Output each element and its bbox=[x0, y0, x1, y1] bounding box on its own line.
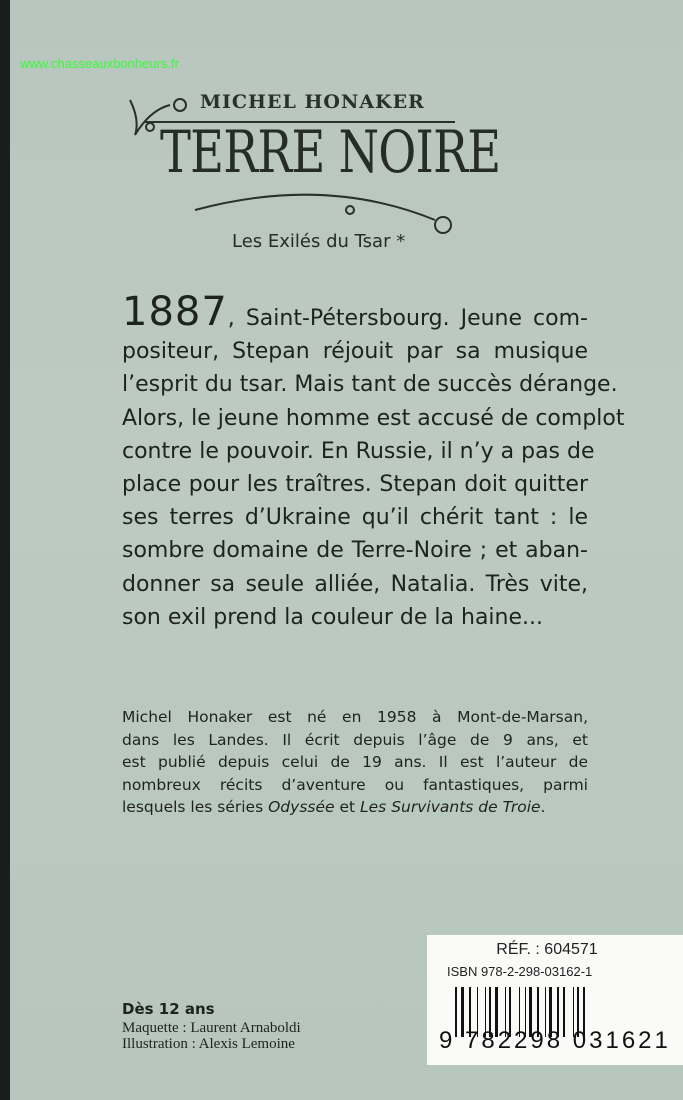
blurb-line: sombre domaine de Terre-Noire ; et aban- bbox=[122, 538, 588, 564]
age-rating: Dès 12 ans bbox=[122, 1000, 215, 1018]
blurb-line: son exil prend la couleur de la haine... bbox=[122, 604, 543, 630]
bio-line: nombreux récits d’aventure ou fantastiques, parmi bbox=[122, 775, 588, 794]
bio-line: lesquels les séries Odyssée et Les Survivants de Troie. bbox=[122, 798, 546, 816]
book-title: TERRE NOIRE bbox=[160, 118, 501, 186]
bio-line: est publié depuis celui de 19 ans. Il est l’auteur de bbox=[122, 753, 588, 771]
blurb-line: contre le pouvoir. En Russie, il n’y a pas de bbox=[122, 438, 595, 464]
subtitle: Les Exilés du Tsar * bbox=[232, 231, 406, 252]
blurb-line: donner sa seule alliée, Natalia. Très vite, bbox=[122, 571, 588, 597]
blurb-line: 1887, Saint-Pétersbourg. Jeune com- bbox=[122, 289, 588, 335]
author-bio bbox=[122, 706, 588, 819]
blurb-line: place pour les traîtres. Stepan doit quitter bbox=[122, 472, 588, 498]
reference-number: RÉF. : 604571 bbox=[496, 941, 598, 958]
watermark: www.chasseauxbonheurs.fr bbox=[20, 56, 179, 71]
cover-edge bbox=[0, 0, 10, 1100]
barcode-label bbox=[427, 935, 683, 1065]
blurb-line: ses terres d’Ukraine qu’il chérit tant : le bbox=[122, 505, 588, 531]
credit-illustration: Illustration : Alexis Lemoine bbox=[122, 1036, 295, 1052]
blurb-line: l’esprit du tsar. Mais tant de succès dérange. bbox=[122, 372, 618, 398]
author-name: MICHEL HONAKER bbox=[200, 91, 425, 113]
blurb-line: positeur, Stepan réjouit par sa musique bbox=[122, 339, 588, 365]
blurb bbox=[122, 289, 625, 634]
bio-line: Michel Honaker est né en 1958 à Mont-de-Marsan, bbox=[122, 708, 588, 726]
bio-line: dans les Landes. Il écrit depuis l’âge de 9 ans, et bbox=[122, 730, 588, 749]
isbn: ISBN 978-2-298-03162-1 bbox=[447, 964, 593, 979]
blurb-year: 1887 bbox=[122, 289, 228, 335]
barcode-digits: 9 782298 031621 bbox=[439, 1027, 671, 1054]
blurb-line: Alors, le jeune homme est accusé de complot bbox=[122, 405, 625, 431]
credit-layout: Maquette : Laurent Arnaboldi bbox=[122, 1020, 301, 1036]
